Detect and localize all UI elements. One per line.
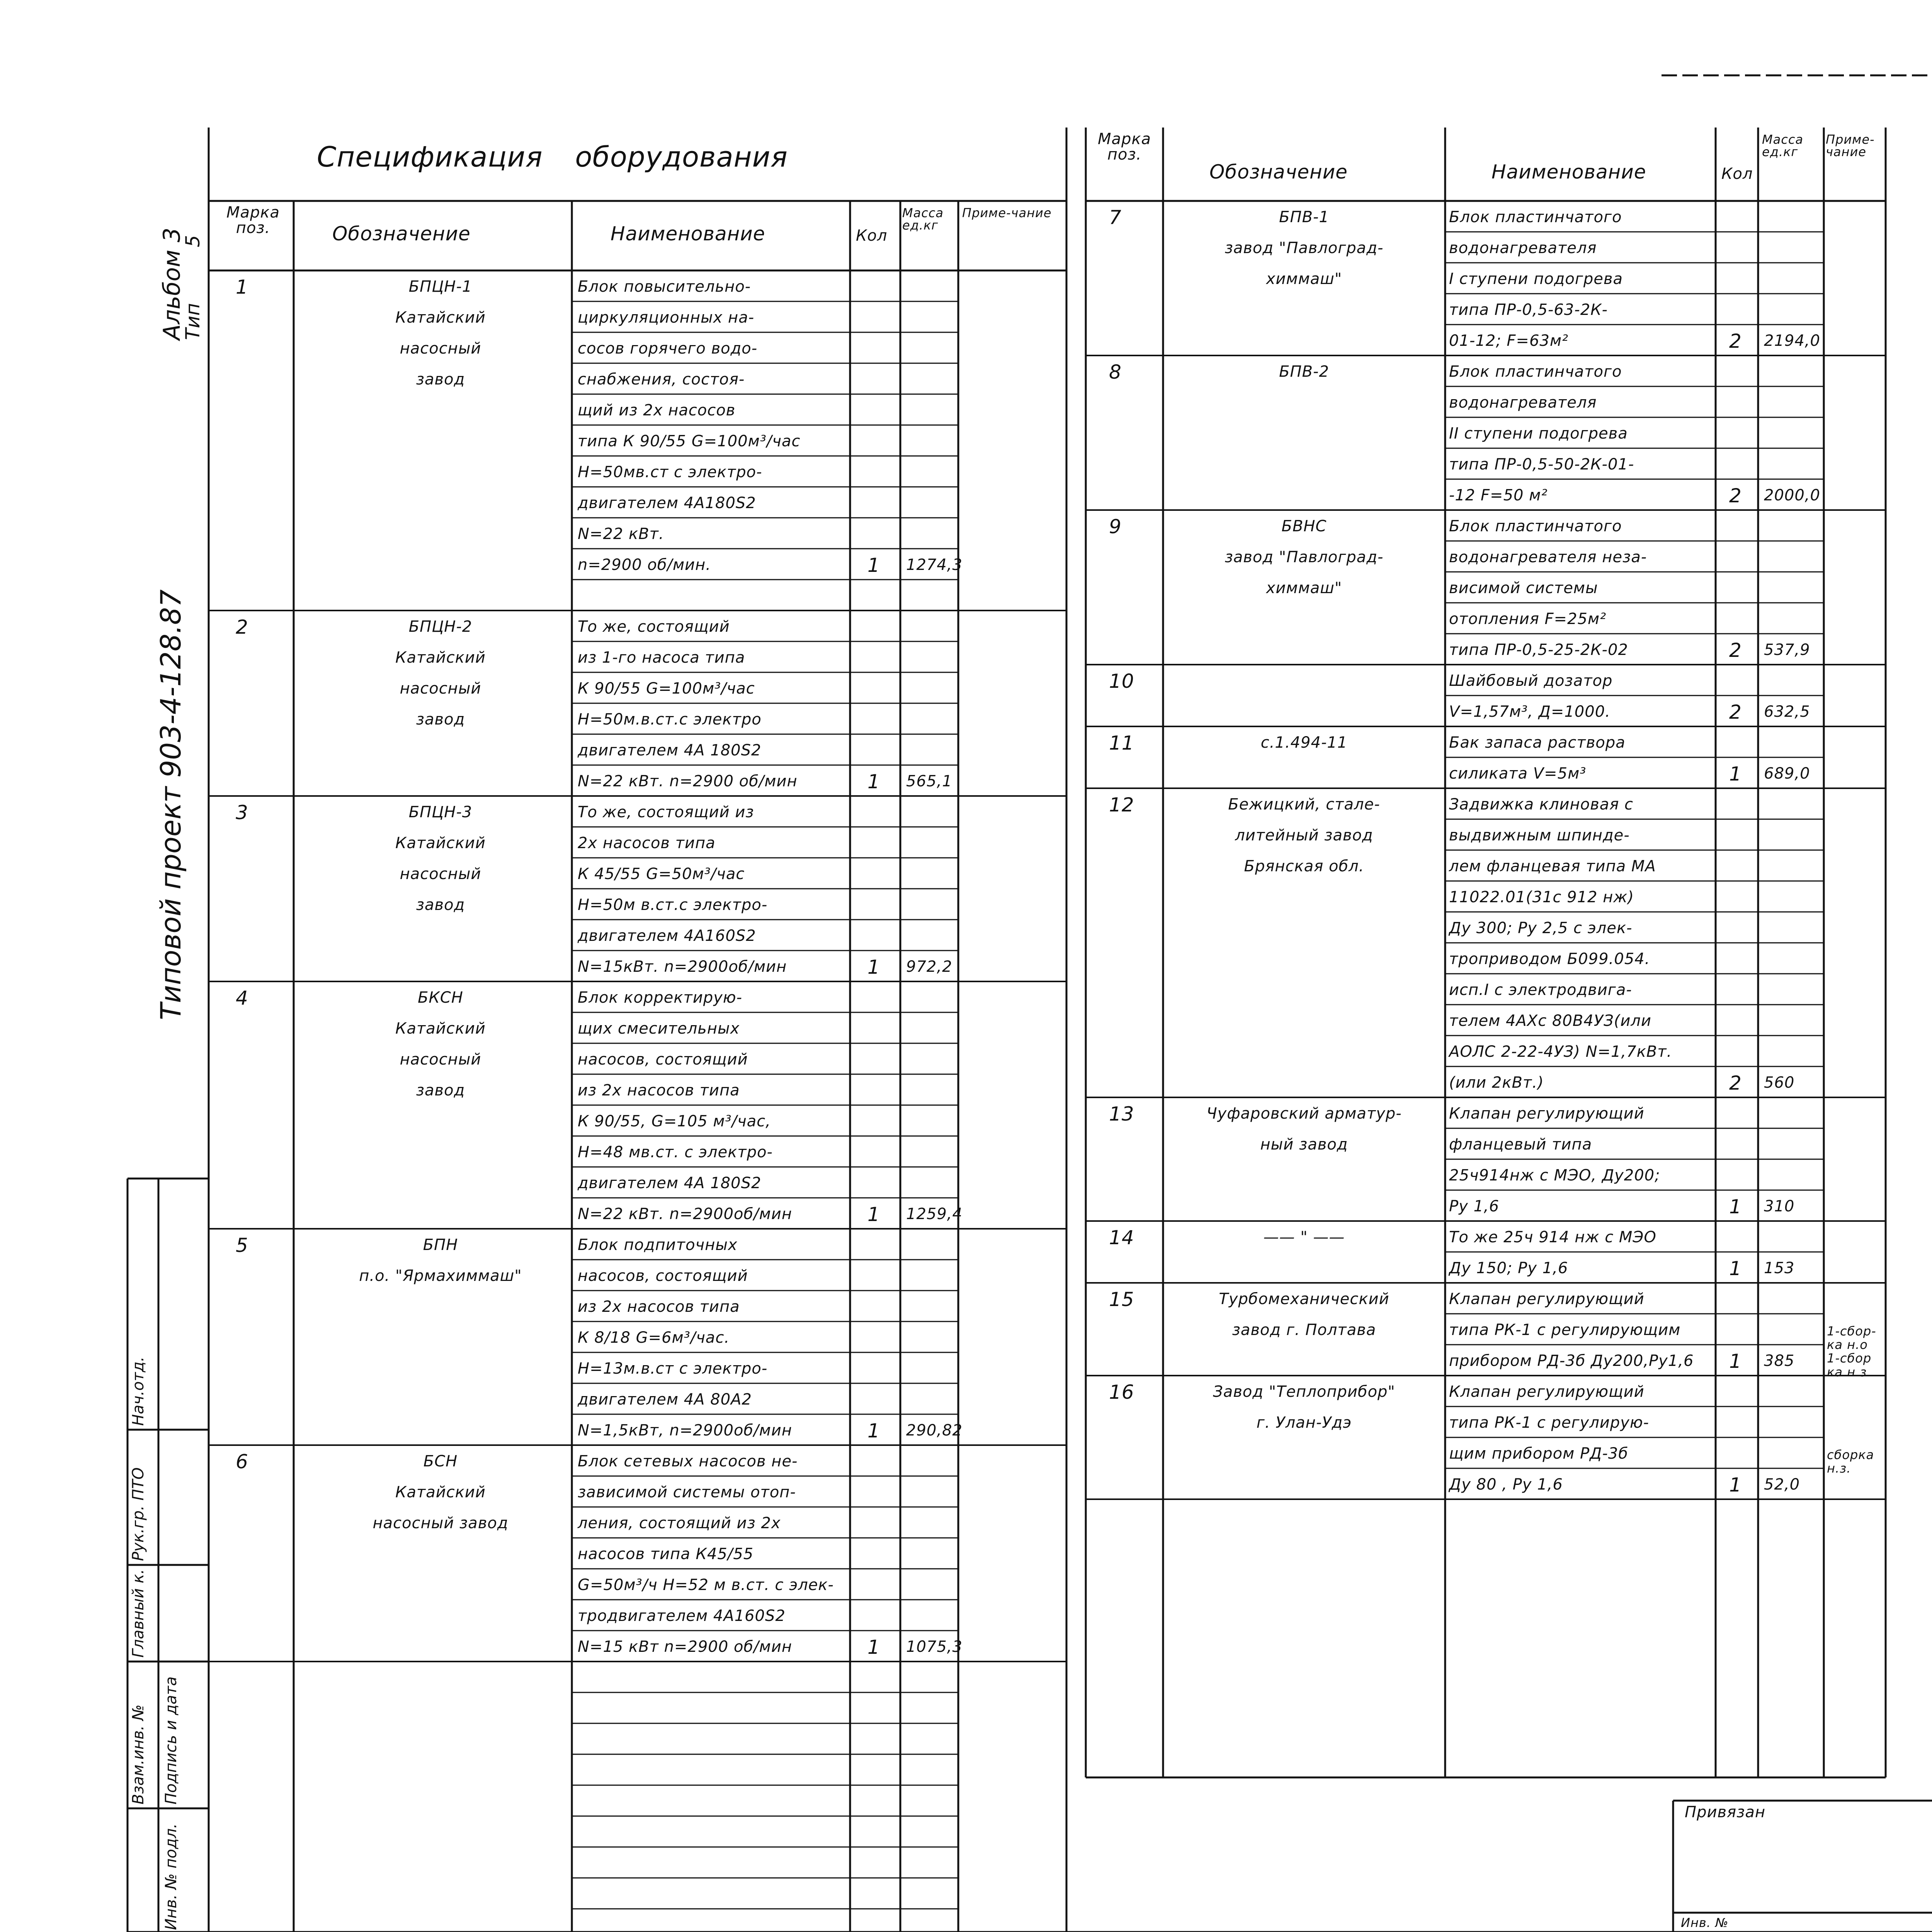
- t1-row-obozn: БПН: [423, 1236, 458, 1254]
- margin-inv-podl: Инв. № подл.: [162, 1823, 180, 1930]
- t2-row-mark: 8: [1109, 361, 1122, 383]
- t2-row-kol: 2: [1729, 330, 1742, 352]
- t2-row-naim: типа ПР-0,5-63-2К-: [1449, 301, 1608, 319]
- t1-row-kol: 1: [867, 956, 880, 978]
- t1-row-naim: из 2х насосов типа: [578, 1298, 740, 1316]
- t2-header-kol: Кол: [1721, 165, 1753, 183]
- t2-row-naim: отопления F=25м²: [1449, 610, 1607, 628]
- t2-row-mark: 12: [1109, 794, 1134, 816]
- t2-row-naim: водонагревателя: [1449, 239, 1597, 257]
- t2-row-naim: Клапан регулирующий: [1449, 1290, 1645, 1308]
- t2-row-naim: типа РК-1 с регулирующим: [1449, 1321, 1681, 1339]
- t1-row-obozn: насосный завод: [372, 1514, 509, 1532]
- t1-row-mark: 5: [236, 1234, 248, 1257]
- t2-row-kol: 1: [1729, 1350, 1742, 1372]
- t2-row-obozn: литейный завод: [1235, 827, 1373, 844]
- t2-row-naim: типа ПР-0,5-25-2К-02: [1449, 641, 1628, 659]
- t1-row-kol: 1: [867, 770, 880, 793]
- t2-row-mark: 13: [1109, 1103, 1134, 1125]
- t2-row-obozn: —— " ——: [1263, 1228, 1345, 1246]
- t1-row-obozn: завод: [416, 711, 465, 728]
- t1-header-massa: Масса ед.кг: [902, 206, 944, 233]
- t2-row-mark: 15: [1109, 1288, 1134, 1311]
- t1-row-massa: 972,2: [906, 958, 952, 976]
- t2-row-naim: -12 F=50 м²: [1449, 486, 1548, 504]
- t1-row-naim: снабжения, состоя-: [578, 371, 745, 388]
- t1-row-obozn: завод: [416, 1082, 465, 1099]
- t2-row-naim: Блок пластинчатого: [1449, 208, 1622, 226]
- t2-row-massa: 2000,0: [1764, 486, 1820, 504]
- t2-row-massa: 632,5: [1764, 703, 1810, 721]
- t2-row-obozn: Турбомеханический: [1219, 1290, 1389, 1308]
- t1-row-naim: К 8/18 G=6м³/час.: [578, 1329, 730, 1347]
- t1-row-naim: Блок корректирую-: [578, 989, 743, 1007]
- album-label: Альбом 3: [158, 228, 185, 340]
- t2-header-naimen: Наименование: [1492, 161, 1646, 183]
- t1-row-mark: 6: [236, 1451, 248, 1473]
- t1-row-naim: N=22 кВт. n=2900 об/мин: [578, 772, 798, 790]
- t2-row-obozn: Завод "Теплоприбор": [1213, 1383, 1395, 1401]
- t1-row-obozn: БПЦН-1: [408, 278, 473, 296]
- t2-row-naim: водонагревателя неза-: [1449, 548, 1647, 566]
- t2-row-kol: 2: [1729, 1072, 1742, 1094]
- t1-row-naim: К 90/55 G=100м³/час: [578, 680, 755, 697]
- t1-row-massa: 290,82: [906, 1422, 963, 1439]
- t1-row-obozn: Катайский: [395, 649, 486, 667]
- t2-row-massa: 560: [1764, 1074, 1795, 1092]
- t1-row-kol: 1: [867, 1636, 880, 1658]
- t1-row-naim: К 45/55 G=50м³/час: [578, 865, 745, 883]
- t2-row-prim: сборка н.з.: [1827, 1447, 1874, 1476]
- t1-row-naim: зависимой системы отоп-: [578, 1483, 796, 1501]
- t1-row-naim: двигателем 4А180S2: [578, 494, 756, 512]
- t1-row-naim: 2х насосов типа: [578, 834, 716, 852]
- t1-row-obozn: Катайский: [395, 1483, 486, 1501]
- t2-row-naim: 11022.01(31с 912 нж): [1449, 888, 1634, 906]
- t2-row-naim: исп.I с электродвига-: [1449, 981, 1632, 999]
- t2-row-obozn: БПВ-1: [1279, 208, 1329, 226]
- margin-nach-otd: Нач.отд.: [129, 1356, 147, 1426]
- t1-row-naim: Блок повысительно-: [578, 278, 751, 296]
- margin-ruk-gr: Рук.гр. ПТО: [129, 1467, 147, 1561]
- t1-row-obozn: Катайский: [395, 309, 486, 327]
- t1-row-naim: N=22 кВт. n=2900об/мин: [578, 1205, 792, 1223]
- t1-header-marka: Марка поз.: [226, 204, 280, 237]
- t1-row-naim: двигателем 4А 180S2: [578, 1174, 762, 1192]
- t2-row-naim: висимой системы: [1449, 579, 1598, 597]
- t2-row-naim: Ру 1,6: [1449, 1197, 1500, 1215]
- t2-row-mark: 9: [1109, 515, 1122, 538]
- t1-row-naim: насосов, состоящий: [578, 1051, 748, 1068]
- t1-row-obozn: завод: [416, 896, 465, 914]
- t1-row-naim: из 1-го насоса типа: [578, 649, 745, 667]
- t2-row-kol: 1: [1729, 1257, 1742, 1280]
- t2-row-naim: троприводом Б099.054.: [1449, 950, 1650, 968]
- t2-row-mark: 14: [1109, 1226, 1134, 1249]
- t1-row-massa: 1274,3: [906, 556, 963, 574]
- t2-row-obozn: завод "Павлоград-: [1225, 548, 1384, 566]
- t2-row-naim: I ступени подогрева: [1449, 270, 1623, 288]
- t1-row-massa: 1259,4: [906, 1205, 963, 1223]
- t2-row-obozn: с.1.494-11: [1260, 734, 1348, 752]
- stamp-privyazan: Привязан: [1685, 1803, 1766, 1821]
- t2-row-naim: выдвижным шпинде-: [1449, 827, 1630, 844]
- t2-row-naim: V=1,57м³, Д=1000.: [1449, 703, 1611, 721]
- t2-row-obozn: г. Улан-Удэ: [1256, 1414, 1352, 1432]
- t1-row-naim: Н=48 мв.ст. с электро-: [578, 1143, 773, 1161]
- t2-row-obozn: Чуфаровский арматур-: [1206, 1105, 1402, 1122]
- t2-row-kol: 2: [1729, 485, 1742, 507]
- t2-row-naim: Клапан регулирующий: [1449, 1383, 1645, 1401]
- margin-vzam-inv: Взам.инв. №: [129, 1704, 147, 1804]
- t1-row-naim: Н=50мв.ст с электро-: [578, 463, 762, 481]
- t1-row-naim: К 90/55, G=105 м³/час,: [578, 1112, 771, 1130]
- t1-row-naim: двигателем 4А160S2: [578, 927, 756, 945]
- t2-row-naim: Ду 150; Ру 1,6: [1449, 1259, 1568, 1277]
- t2-row-naim: Клапан регулирующий: [1449, 1105, 1645, 1122]
- t2-row-naim: (или 2кВт.): [1449, 1074, 1544, 1092]
- t1-row-naim: сосов горячего водо-: [578, 340, 758, 357]
- t2-row-kol: 1: [1729, 1196, 1742, 1218]
- t2-row-kol: 2: [1729, 639, 1742, 662]
- t2-row-naim: Ду 80 , Ру 1,6: [1449, 1476, 1563, 1493]
- t1-row-naim: двигателем 4А 80А2: [578, 1391, 752, 1408]
- margin-podpis-data: Подпись и дата: [162, 1676, 180, 1804]
- t1-row-obozn: п.о. "Ярмахиммаш": [359, 1267, 522, 1285]
- t2-row-obozn: БВНС: [1281, 517, 1327, 535]
- t1-row-naim: То же, состоящий из: [578, 803, 754, 821]
- t2-row-naim: прибором РД-3б Ду200,Ру1,6: [1449, 1352, 1694, 1370]
- t2-row-naim: 01-12; F=63м²: [1449, 332, 1569, 350]
- t2-row-mark: 11: [1109, 732, 1134, 754]
- t2-header-oboznach: Обозначение: [1209, 161, 1348, 183]
- t1-row-naim: Н=50м в.ст.с электро-: [578, 896, 768, 914]
- t2-row-naim: АОЛС 2-22-4УЗ) N=1,7кВт.: [1449, 1043, 1672, 1061]
- t1-row-naim: ления, состоящий из 2х: [578, 1514, 781, 1532]
- t2-row-kol: 2: [1729, 701, 1742, 723]
- t1-row-naim: G=50м³/ч Н=52 м в.ст. с элек-: [578, 1576, 834, 1594]
- t1-row-naim: Блок сетевых насосов не-: [578, 1452, 798, 1470]
- album-number: 5: [182, 235, 204, 247]
- t1-row-mark: 1: [236, 276, 248, 298]
- t1-row-naim: n=2900 об/мин.: [578, 556, 711, 574]
- t2-row-naim: Задвижка клиновая с: [1449, 796, 1634, 813]
- t1-row-obozn: Катайский: [395, 1020, 486, 1037]
- t2-row-obozn: БПВ-2: [1279, 363, 1329, 381]
- t2-row-massa: 52,0: [1764, 1476, 1800, 1493]
- t1-row-naim: циркуляционных на-: [578, 309, 755, 327]
- table1-title: Спецификация оборудования: [317, 141, 788, 173]
- t1-header-prim: Приме-чание: [962, 206, 1052, 220]
- t2-row-kol: 1: [1729, 763, 1742, 785]
- t1-row-naim: насосов, состоящий: [578, 1267, 748, 1285]
- t2-row-naim: фланцевый типа: [1449, 1136, 1592, 1153]
- t1-row-obozn: завод: [416, 371, 465, 388]
- t2-row-prim: 1-сбор-ка н.о 1-сбор ка н.з.: [1827, 1324, 1876, 1379]
- t1-row-naim: То же, состоящий: [578, 618, 730, 636]
- t2-row-obozn: завод "Павлоград-: [1225, 239, 1384, 257]
- t2-row-naim: II ступени подогрева: [1449, 425, 1628, 442]
- t1-row-mark: 2: [236, 616, 248, 638]
- t2-row-massa: 689,0: [1764, 765, 1810, 782]
- t2-row-obozn: завод г. Полтава: [1232, 1321, 1376, 1339]
- t1-row-naim: N=15 кВт n=2900 об/мин: [578, 1638, 792, 1656]
- t2-row-kol: 1: [1729, 1474, 1742, 1496]
- t2-row-obozn: Брянская обл.: [1244, 857, 1364, 875]
- t1-row-naim: Н=13м.в.ст с электро-: [578, 1360, 768, 1378]
- t2-row-naim: Ду 300; Ру 2,5 с элек-: [1449, 919, 1633, 937]
- margin-glavny: Главный к.: [129, 1569, 147, 1658]
- t1-row-naim: щий из 2х насосов: [578, 401, 736, 419]
- t1-row-naim: Н=50м.в.ст.с электро: [578, 711, 762, 728]
- t1-row-kol: 1: [867, 1203, 880, 1226]
- t1-header-naimen: Наименование: [611, 223, 765, 245]
- t1-row-naim: N=1,5кВт, n=2900об/мин: [578, 1422, 792, 1439]
- t1-row-obozn: насосный: [400, 1051, 481, 1068]
- t1-row-massa: 565,1: [906, 772, 952, 790]
- t2-row-naim: Бак запаса раствора: [1449, 734, 1626, 752]
- t1-row-obozn: насосный: [400, 680, 481, 697]
- t1-row-naim: из 2х насосов типа: [578, 1082, 740, 1099]
- t1-row-obozn: БПЦН-2: [408, 618, 473, 636]
- t1-row-kol: 1: [867, 554, 880, 577]
- t2-row-massa: 310: [1764, 1197, 1795, 1215]
- t2-row-obozn: ный завод: [1260, 1136, 1348, 1153]
- t2-row-naim: То же 25ч 914 нж с МЭО: [1449, 1228, 1656, 1246]
- t2-row-naim: типа РК-1 с регулирую-: [1449, 1414, 1649, 1432]
- t2-header-prim: Приме-чание: [1826, 132, 1875, 159]
- stamp-inv: Инв. №: [1681, 1915, 1729, 1930]
- t2-row-massa: 537,9: [1764, 641, 1810, 659]
- t1-row-massa: 1075,3: [906, 1638, 963, 1656]
- t1-row-naim: щих смесительных: [578, 1020, 740, 1037]
- t1-row-obozn: БСН: [423, 1452, 458, 1470]
- t2-row-naim: лем фланцевая типа МА: [1449, 857, 1656, 875]
- t2-row-obozn: химмаш": [1266, 579, 1342, 597]
- t2-row-obozn: Бежицкий, стале-: [1228, 796, 1380, 813]
- t2-row-naim: щим прибором РД-3б: [1449, 1445, 1628, 1463]
- t1-row-naim: двигателем 4А 180S2: [578, 742, 762, 759]
- t1-row-obozn: БКСН: [418, 989, 463, 1007]
- t2-row-obozn: химмаш": [1266, 270, 1342, 288]
- t1-row-naim: насосов типа К45/55: [578, 1545, 754, 1563]
- t1-row-obozn: насосный: [400, 865, 481, 883]
- t2-row-naim: водонагревателя: [1449, 394, 1597, 412]
- t1-header-oboznach: Обозначение: [332, 223, 471, 245]
- t2-row-massa: 153: [1764, 1259, 1795, 1277]
- t2-row-massa: 385: [1764, 1352, 1795, 1370]
- t2-header-marka: Марка поз.: [1097, 130, 1151, 163]
- t1-row-obozn: насосный: [400, 340, 481, 357]
- t1-row-naim: типа К 90/55 G=100м³/час: [578, 432, 801, 450]
- t2-row-mark: 16: [1109, 1381, 1134, 1403]
- t2-row-mark: 7: [1109, 206, 1122, 229]
- t2-row-naim: Блок пластинчатого: [1449, 363, 1622, 381]
- t1-header-kol: Кол: [856, 227, 888, 245]
- t2-row-naim: 25ч914нж с МЭО, Ду200;: [1449, 1167, 1660, 1184]
- t2-row-naim: Блок пластинчатого: [1449, 517, 1622, 535]
- t1-row-obozn: БПЦН-3: [408, 803, 473, 821]
- t1-row-mark: 3: [236, 801, 248, 824]
- t2-row-massa: 2194,0: [1764, 332, 1820, 350]
- project-vertical-label: Типовой проект 903-4-128.87: [155, 589, 187, 1020]
- t2-row-mark: 10: [1109, 670, 1134, 692]
- t1-row-naim: Блок подпиточных: [578, 1236, 738, 1254]
- t1-row-naim: N=22 кВт.: [578, 525, 664, 543]
- t2-row-naim: типа ПР-0,5-50-2К-01-: [1449, 456, 1634, 473]
- t1-row-kol: 1: [867, 1420, 880, 1442]
- t2-row-naim: силиката V=5м³: [1449, 765, 1587, 782]
- t1-row-obozn: Катайский: [395, 834, 486, 852]
- t1-row-mark: 4: [236, 987, 248, 1009]
- t1-row-naim: тродвигателем 4А160S2: [578, 1607, 786, 1625]
- t2-row-naim: телем 4АХс 80В4УЗ(или: [1449, 1012, 1651, 1030]
- album-type: Тип: [182, 303, 204, 340]
- t1-row-naim: N=15кВт. n=2900об/мин: [578, 958, 787, 976]
- t2-row-naim: Шайбовый дозатор: [1449, 672, 1613, 690]
- t2-header-massa: Масса ед.кг: [1762, 132, 1804, 159]
